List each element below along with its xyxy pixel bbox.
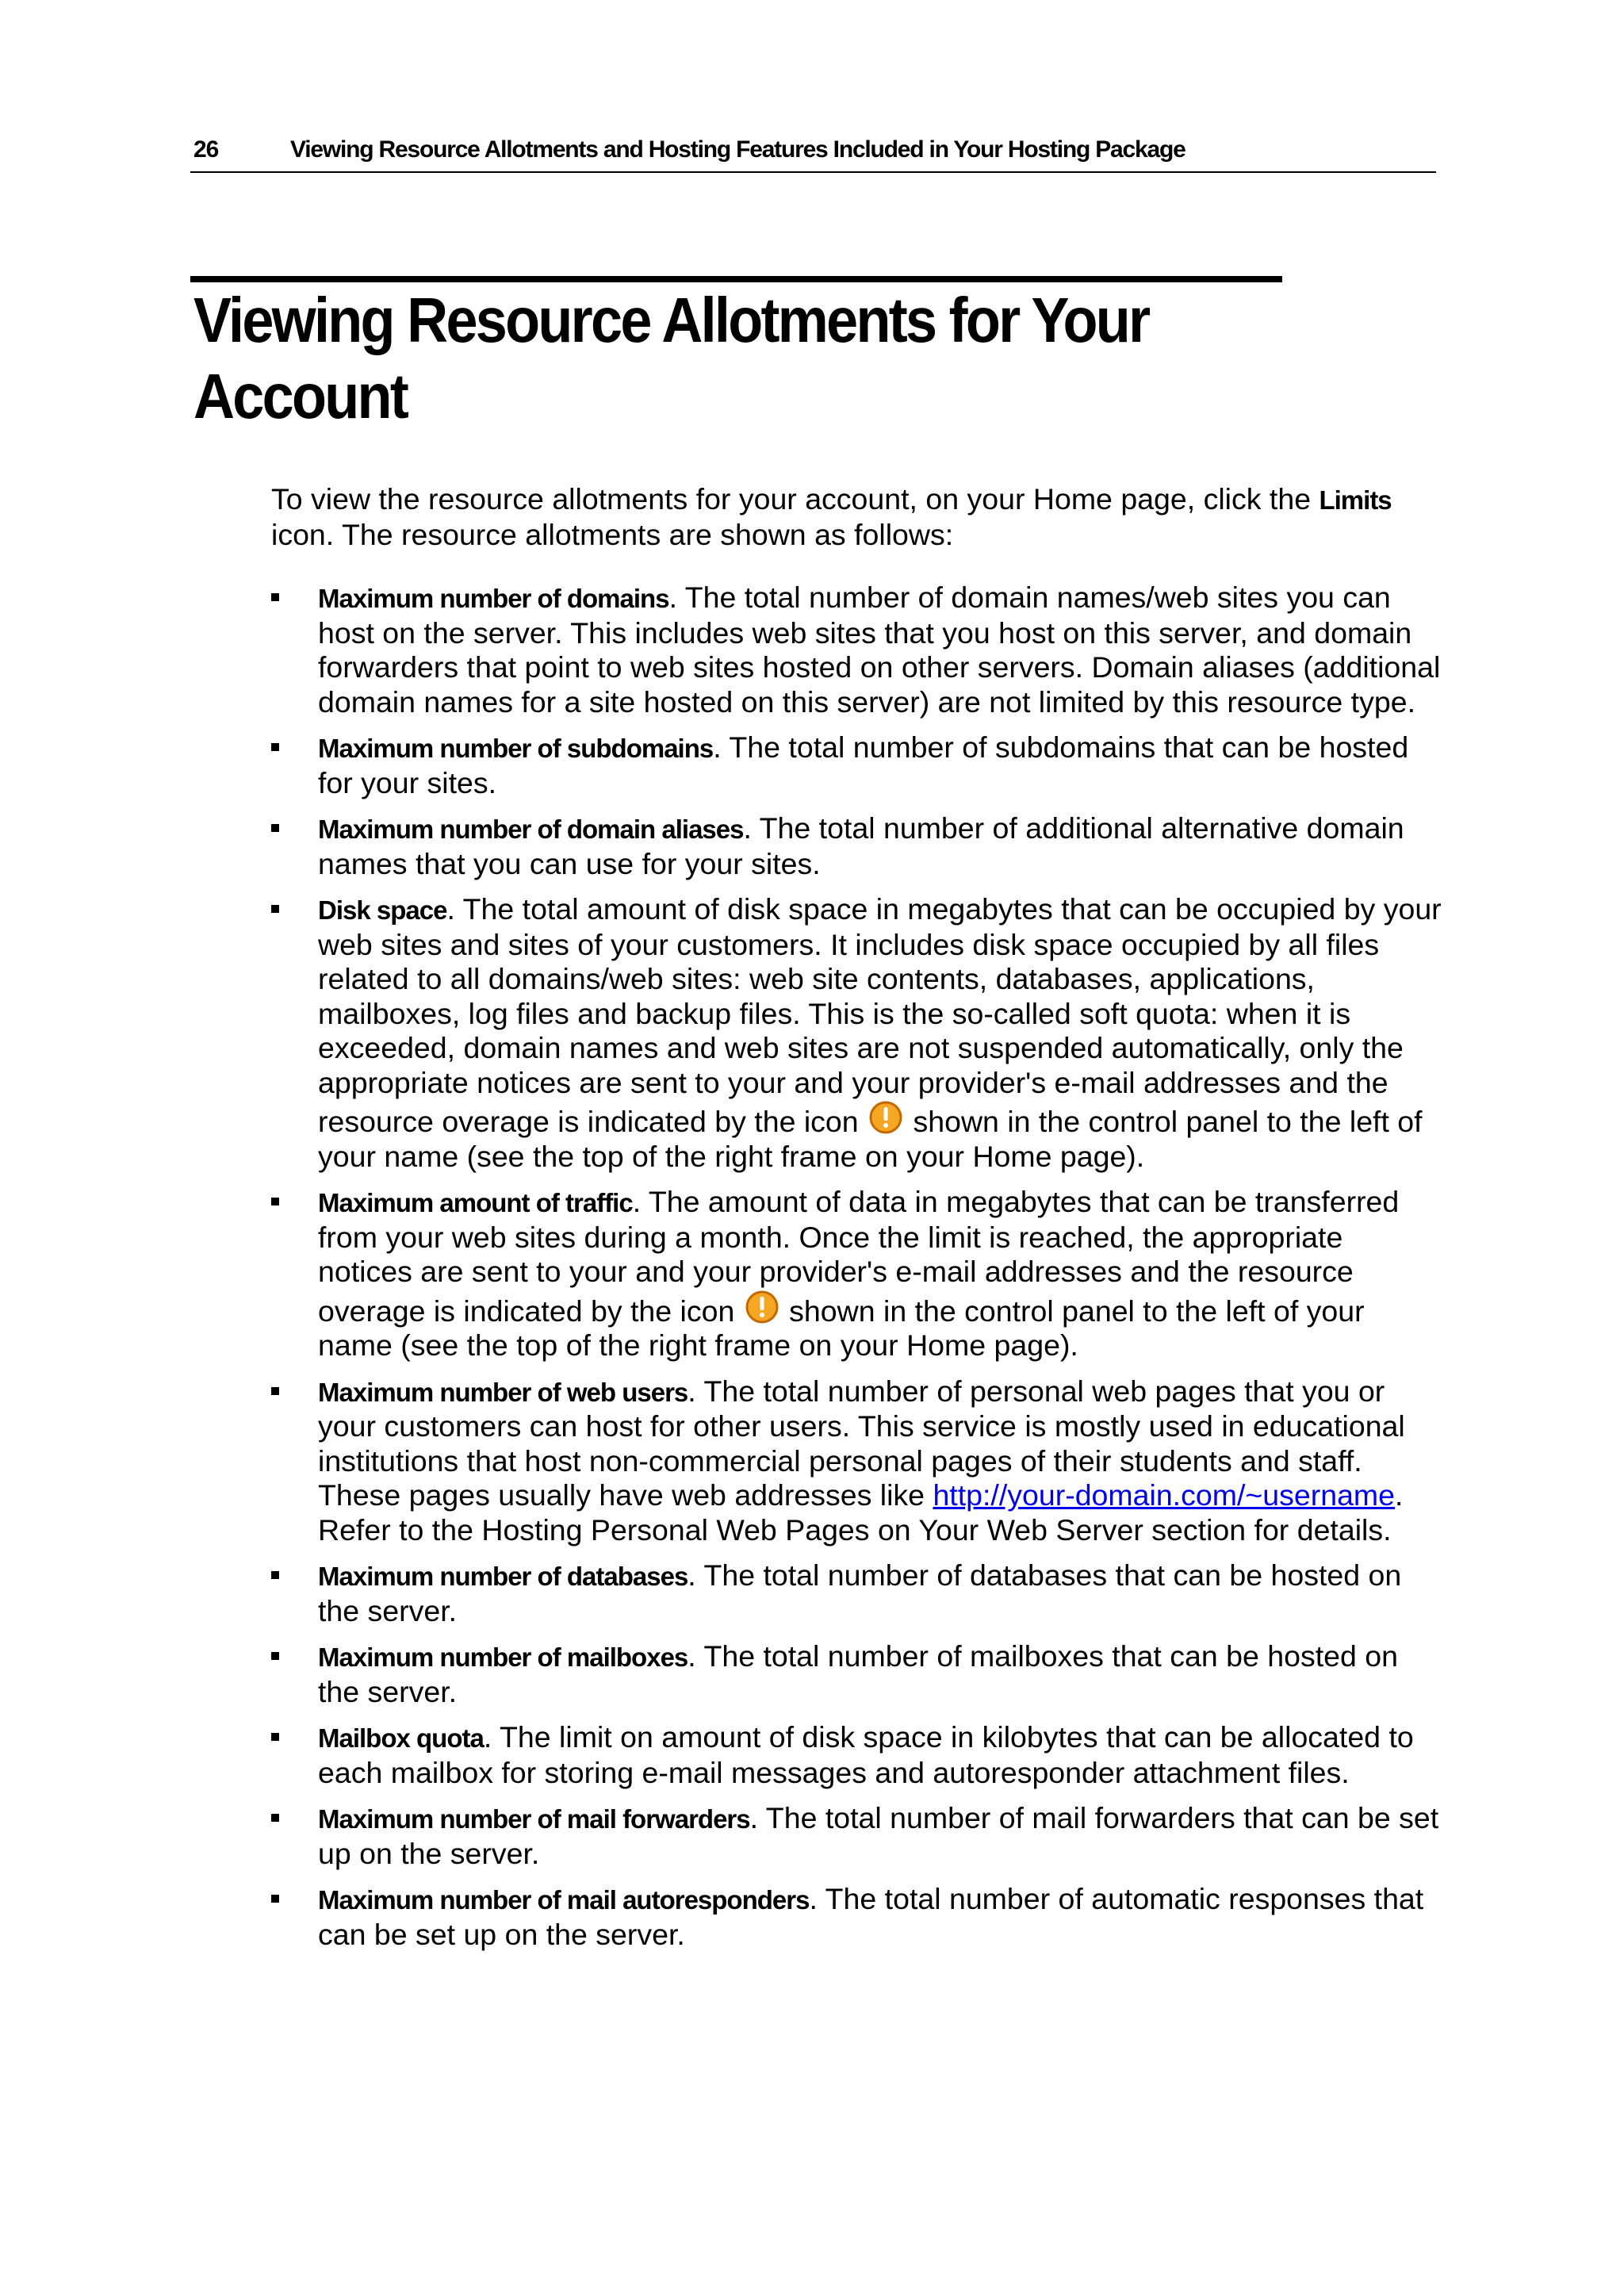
chapter-title (193, 282, 1264, 435)
bullet (271, 1733, 279, 1741)
item-text: . The limit on amount of disk space in kilobytes that can be allocated to each mailbox for storing e-mail messages and autoresponder attachment files. (318, 1720, 1414, 1789)
bullet (271, 905, 279, 913)
warning-exclamation-icon (868, 1100, 903, 1135)
intro-paragraph (271, 482, 1445, 552)
item-term: Maximum number of databases (318, 1562, 688, 1591)
item-text: . The total amount of disk space in megabytes that can be occupied by your web sites and sites of your customers. It includes disk space occupied by all files related to all domains/web sites: web site contents, databases, applications, mailboxes, log files and backup files. This is the so-called soft quota: when it is exceeded, domain names and web sites are not suspended automatically, only the appropriate notices are sent to your and your provider's e-mail addresses and the resource overage is indicated by the icon (318, 892, 1442, 1138)
bullet (271, 743, 279, 751)
item-term: Maximum amount of traffic (318, 1188, 633, 1217)
item-text: . The total number of mail forwarders that can be set up on the server. (318, 1801, 1439, 1870)
resource-allotments-list (271, 581, 1445, 1952)
item-text: . The total number of personal web pages that you or your customers can host for other users. This service is mostly used in educational institutions that host non-commercial personal pages of their students and staff. These pages usually have web addresses like (318, 1374, 1405, 1512)
list-item (271, 730, 1445, 800)
list-item (271, 1374, 1445, 1548)
item-text: shown in the control panel to the left of your name (see the top of the right frame on your Home page). (318, 1294, 1365, 1362)
item-text: . The total number of databases that can be hosted on the server. (318, 1558, 1402, 1627)
title-rule (190, 276, 1282, 282)
list-item (271, 1558, 1445, 1628)
item-text: . Refer to the Hosting Personal Web Pages on Your Web Server section for details. (318, 1478, 1404, 1547)
bullet (271, 1895, 279, 1903)
item-text: . The total number of domain names/web sites you can host on the server. This includes web sites that you host on this server, and domain forwarders that point to web sites hosted on other servers. Domain aliases (additional domain names for a site hosted on this server) are not limited by this resource type. (318, 581, 1441, 719)
running-title: Viewing Resource Allotments and Hosting Features Included in Your Hosting Package (290, 136, 1185, 163)
item-term: Maximum number of subdomains (318, 734, 714, 763)
intro-text-before: To view the resource allotments for your account, on your Home page, click the (271, 482, 1320, 516)
item-term: Maximum number of mail forwarders (318, 1804, 750, 1834)
chapter-title-line-1: Viewing Resource Allotments for Your (193, 285, 1149, 355)
item-term: Maximum number of mail autoresponders (318, 1885, 810, 1915)
list-item (271, 1882, 1445, 1952)
list-item (271, 1801, 1445, 1871)
item-term: Mailbox quota (318, 1723, 484, 1753)
item-term: Maximum number of mailboxes (318, 1642, 688, 1672)
list-item (271, 581, 1445, 719)
limits-label: Limits (1319, 485, 1392, 515)
item-text: . The total number of automatic responses that can be set up on the server. (318, 1882, 1424, 1951)
warning-exclamation-icon (745, 1290, 779, 1324)
list-item (271, 1720, 1445, 1790)
item-text: . The total number of subdomains that can be hosted for your sites. (318, 730, 1409, 799)
item-text: . The total number of mailboxes that can be hosted on the server. (318, 1639, 1398, 1708)
bullet (271, 1387, 279, 1395)
item-term: Maximum number of domain aliases (318, 815, 744, 844)
bullet (271, 1198, 279, 1205)
item-term: Maximum number of web users (318, 1377, 688, 1407)
item-term: Maximum number of domains (318, 584, 669, 613)
item-text: . The amount of data in megabytes that can be transferred from your web sites during a month. Once the limit is reached, the appropriate notices are sent to your and your provider's e-mail addresses and the resource overage is indicated by the icon (318, 1185, 1400, 1328)
chapter-title-line-2: Account (193, 361, 408, 431)
item-text: shown in the control panel to the left of your name (see the top of the right frame on your Home page). (318, 1105, 1423, 1173)
running-header (190, 133, 1436, 173)
item-term: Disk space (318, 895, 447, 925)
bullet (271, 824, 279, 832)
item-text: . The total number of additional alternative domain names that you can use for your sites. (318, 811, 1404, 880)
list-item (271, 811, 1445, 881)
list-item (271, 1185, 1445, 1363)
list-item (271, 892, 1445, 1174)
list-item (271, 1639, 1445, 1709)
bullet (271, 593, 279, 601)
page-number: 26 (193, 136, 219, 163)
body-text (271, 482, 1445, 1963)
intro-text-after: icon. The resource allotments are shown as follows: (271, 517, 954, 551)
example-username-link[interactable]: http://your-domain.com/~username (933, 1478, 1396, 1512)
bullet (271, 1652, 279, 1660)
bullet (271, 1814, 279, 1822)
bullet (271, 1571, 279, 1579)
